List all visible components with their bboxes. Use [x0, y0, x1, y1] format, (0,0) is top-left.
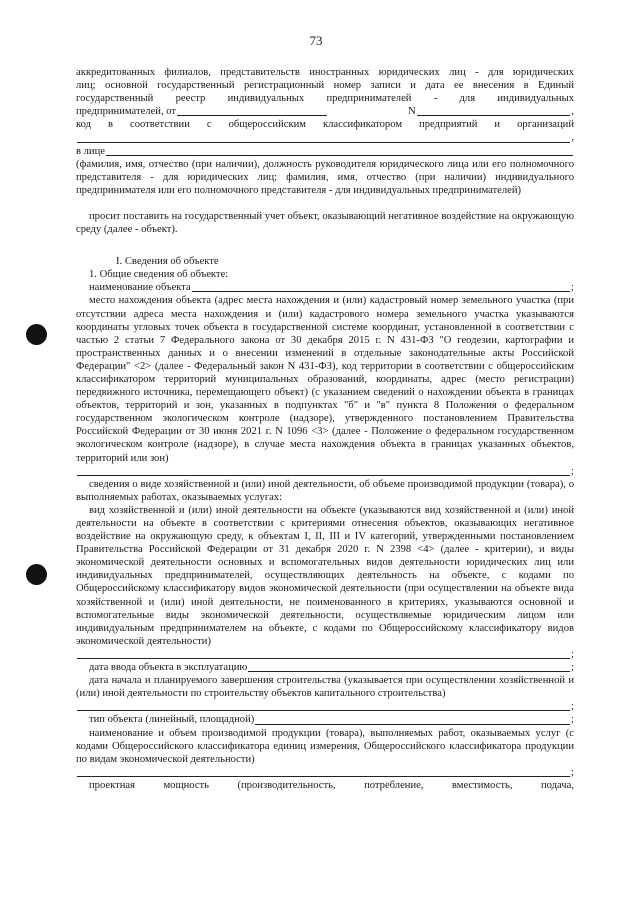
registration-date-field[interactable]: [177, 105, 327, 116]
products-field[interactable]: [77, 766, 570, 777]
document-body: [76, 66, 574, 792]
punch-hole-bottom: [26, 564, 47, 585]
commission-date-row: дата ввода объекта в эксплуатацию ;: [89, 662, 574, 674]
number-sign: N: [408, 106, 416, 118]
page-number: 73: [309, 33, 323, 48]
subsection-title: 1. Общие сведения об объекте:: [89, 269, 229, 281]
object-type-field[interactable]: [255, 714, 570, 725]
capacity-text: проектная мощность (производительность, потребление, вместимость, подача,: [89, 779, 574, 791]
in-person-label: в лице: [76, 145, 105, 157]
section-title: I. Сведения об объекте: [116, 256, 219, 268]
okpo-field[interactable]: [77, 132, 570, 143]
in-person-row: [76, 145, 574, 158]
location-text: место нахождения объекта (адрес места нахождения и (или) кадастровый номер земельного участка (при отсутствии адреса места нахождения и (или) кадастрового номера земельного участка указываются координаты угловых точек объекта в государственной системе координат, установленной в соответствии с частью 2 статьи 7 Федерального закона от 30 декабря 2015 г. N 431-ФЗ "О геодезии, картографии и пространственных данных и о внесении изменений в отдельные законодательные акты Российской Федерации" <2> (далее - Федеральный закон N 431-ФЗ), код территории в соответствии с общероссийским классификатором территорий муниципальных образований, координаты, адрес (место регистрации) передвижного источника, перемещающего объект) (с указанием сведений о нахождении объекта в границах объектов, территорий и зон, указанных в подпунктах "б" и "в" пункта 8 Положения о федеральном государственном экологическом контроле (надзоре), утвержденного постановлением Правительства Российской Федерации от 30 июня 2021 г. N 1096 <3> (далее - Положение о федеральном государственном экологическом контроле (надзоре), в случае места нахождения объекта в границах указанных объектов, территорий или зон): [76, 295, 574, 464]
construction-text: дата начала и планируемого завершения строительства (указывается при осуществлении хозяйственной и (или) иной деятельности по строительству объектов капитального строительства): [76, 675, 574, 700]
fio-note: (фамилия, имя, отчество (при наличии), должность руководителя юридического лица или его полномочного представителя - для юридических лиц; фамилия, имя, отчество (при наличии) индивидуального предпринимателя или его полномочного представителя - для индивидуальных предпринимателей): [76, 158, 574, 196]
object-type-row: тип объекта (линейный, площадной) ;: [89, 714, 574, 726]
products-row: ;: [76, 766, 574, 779]
registration-number-field[interactable]: [417, 105, 571, 116]
activity-kind-text: вид хозяйственной и (или) иной деятельности на объекте (указываются вид хозяйственной и (или) иной деятельности на объекте в соответствии с критериями отнесения объектов, оказывающих негативное воздействие на окружающую среду, к объектам I, II, III и IV категорий, утвержденными постановлением Правительства Российской Федерации от 31 декабря 2020 г. N 2398 <4> (далее - критерии), и виды экономической деятельности основных и вспомогательных видов деятельности юридических лиц или индивидуальных предпринимателей, осуществляющих деятельность на объекте, с кодами по Общероссийскому классификатору видов экономической деятельности (при осуществлении на объекте вида хозяйственной и (или) иной деятельности, не поименованного в критериях, указываются основной и вспомогательные виды экономической деятельности, осуществляемые юридическим лицом или индивидуальным предпринимателем на объекте, с кодами по Общероссийскому классификатору видов экономической деятельности): [76, 504, 574, 647]
text-line: государственный реестр индивидуальных предпринимателей - для индивидуальных: [76, 93, 574, 105]
object-type-label: тип объекта (линейный, площадной): [89, 714, 255, 726]
request-text: просит поставить на государственный учет объект, оказывающий негативное воздействие на окружающую среду (далее - объект).: [76, 210, 574, 236]
registration-label: предпринимателей, от: [76, 106, 177, 118]
registration-date-row: предпринимателей, от N ,: [76, 106, 574, 118]
location-field[interactable]: [77, 465, 570, 476]
activity-kind-field[interactable]: [77, 648, 570, 659]
text-line: лиц; основной государственный регистрационный номер записи и дата ее внесения в Единый: [76, 80, 574, 92]
okpo-row: ,: [76, 131, 574, 144]
text-line: аккредитованных филиалов, представительств иностранных юридических лиц - для юридических: [76, 67, 574, 78]
products-text: наименование и объем производимой продукции (товара), выполняемых работ, оказываемых услуг (с кодами Общероссийского классификатора единиц измерения, Общероссийского классификатора продукции по видам экономической деятельности): [76, 727, 574, 765]
construction-field[interactable]: [77, 700, 570, 711]
text-line: код в соответствии с общероссийским классификатором предприятий и организаций: [76, 119, 574, 131]
activity-text: сведения о виде хозяйственной и (или) иной деятельности, об объеме производимой продукции (товара), о выполняемых работах, оказываемых услугах:: [76, 478, 574, 503]
punch-hole-top: [26, 324, 47, 345]
object-name-field[interactable]: [192, 281, 570, 292]
in-person-field[interactable]: [106, 145, 573, 156]
activity-kind-row: ;: [76, 648, 574, 661]
location-row: ;: [76, 465, 574, 478]
commission-date-field[interactable]: [248, 661, 570, 672]
construction-row: ;: [76, 700, 574, 713]
object-name-label: наименование объекта: [89, 282, 191, 294]
commission-date-label: дата ввода объекта в эксплуатацию: [89, 662, 248, 674]
object-name-row: наименование объекта ;: [89, 282, 574, 294]
